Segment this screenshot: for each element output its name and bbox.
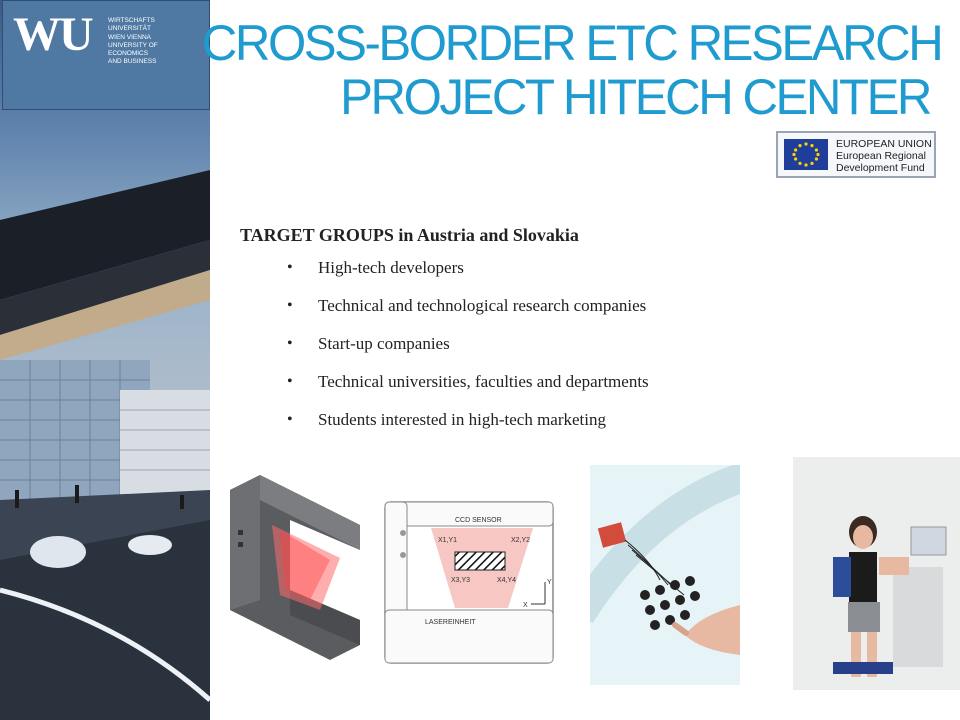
slide-title <box>201 15 942 125</box>
point-label-4: X4,Y4 <box>497 577 517 584</box>
laser-label: LASEREINHEIT <box>425 619 476 626</box>
list-item: • Students interested in high-tech marketing <box>240 410 800 430</box>
eu-badge-text <box>836 138 936 174</box>
logo-subtitle: WIRTSCHAFTS UNIVERSITÄT WIEN VIENNA UNIVERSITY OF ECONOMICS AND BUSINESS <box>108 17 158 66</box>
laser-sensor-3d-image <box>220 470 370 665</box>
axis-y-label: Y <box>547 579 552 586</box>
logo-mark: WU <box>13 8 92 61</box>
title-line-2: PROJECT HITECH CENTER <box>340 69 930 125</box>
robotic-rehab-photo <box>793 457 960 690</box>
ccd-label: CCD SENSOR <box>455 517 502 524</box>
title-line-1: CROSS-BORDER ETC RESEARCH <box>201 15 942 71</box>
eu-flag-icon <box>784 139 828 170</box>
touch-sensor-photo <box>590 465 740 685</box>
target-groups-list <box>240 258 800 430</box>
eu-line-3: Development Fund <box>836 162 925 174</box>
list-item: • Technical universities, faculties and departments <box>240 372 800 392</box>
list-item: • Start-up companies <box>240 334 800 354</box>
ccd-sensor-diagram <box>383 500 555 665</box>
axis-x-label: X <box>523 602 528 609</box>
point-label-3: X3,Y3 <box>451 577 471 584</box>
eu-line-1: EUROPEAN UNION <box>836 138 932 150</box>
target-groups-section <box>240 225 800 448</box>
target-groups-heading: TARGET GROUPS in Austria and Slovakia <box>240 225 579 245</box>
wu-logo <box>2 0 210 110</box>
eu-badge <box>776 131 936 178</box>
point-label-2: X2,Y2 <box>511 537 531 544</box>
list-item: • High-tech developers <box>240 258 800 278</box>
list-item: • Technical and technological research companies <box>240 296 800 316</box>
point-label-1: X1,Y1 <box>438 537 458 544</box>
eu-line-2: European Regional <box>836 150 926 162</box>
